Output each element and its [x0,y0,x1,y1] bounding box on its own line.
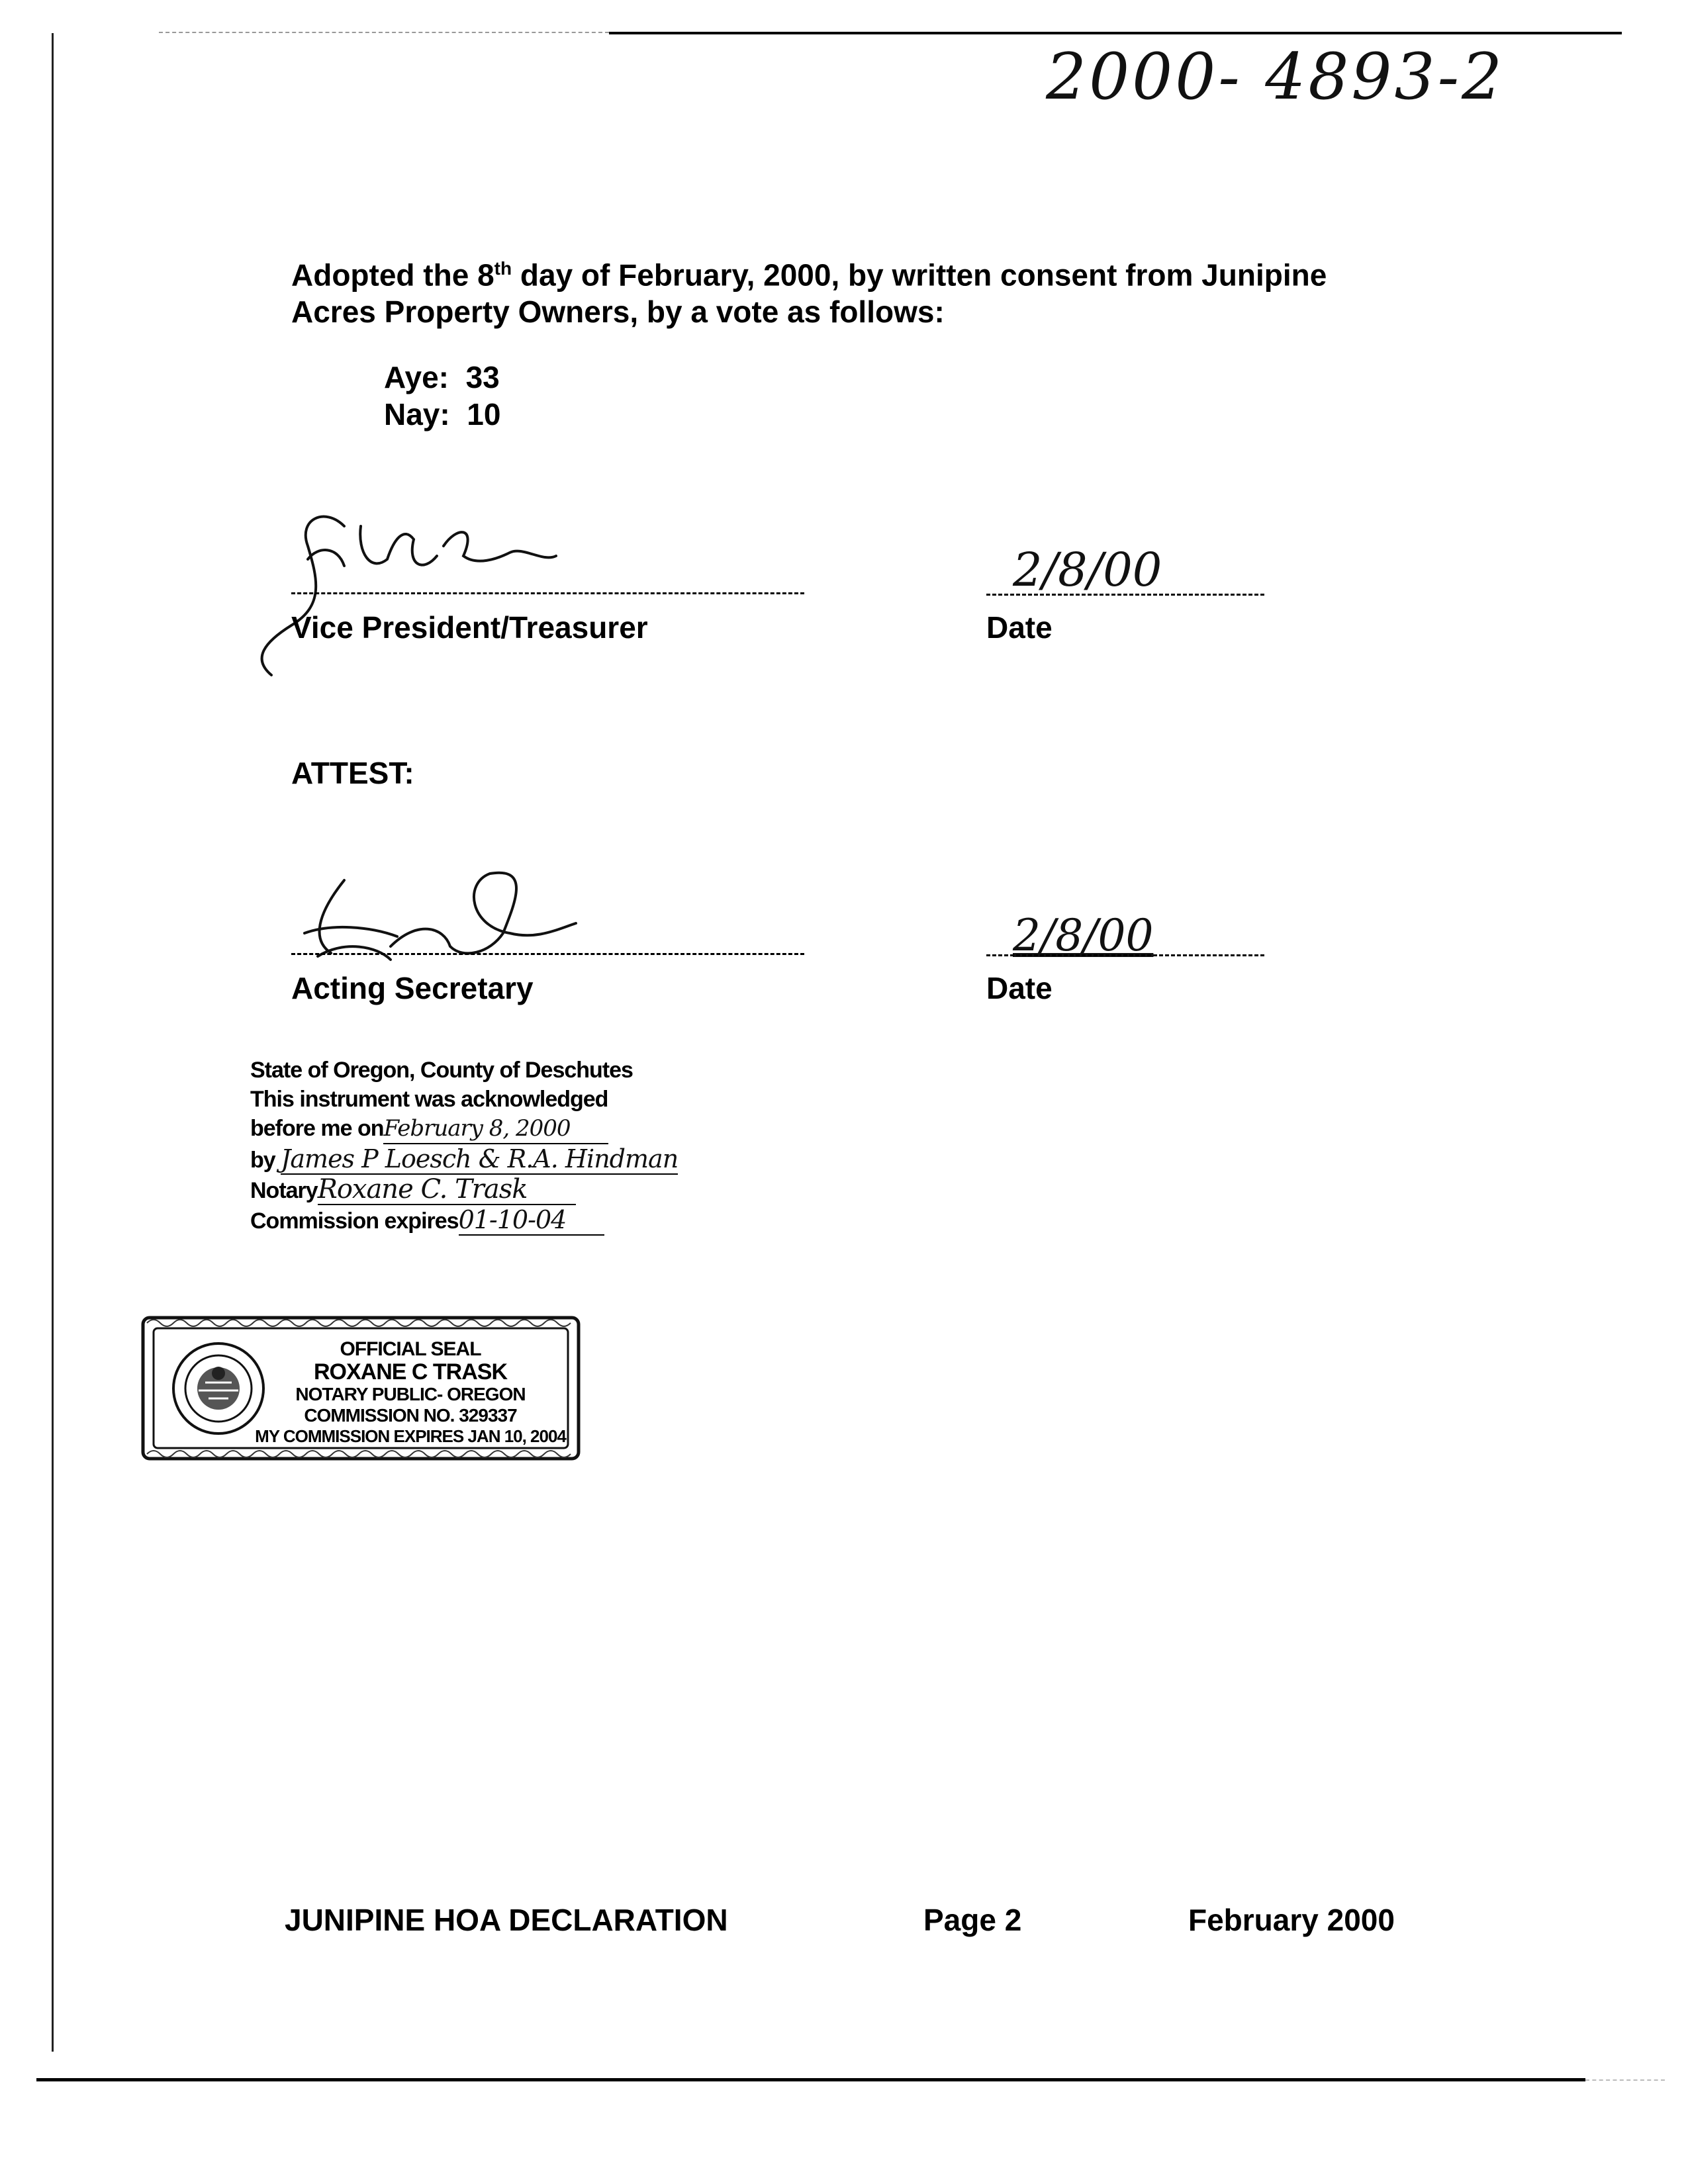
notary-date-value: February 8, 2000 [383,1114,608,1144]
seal-text [252,1339,569,1446]
footer-title: JUNIPINE HOA DECLARATION [285,1903,728,1937]
vp-date-handwritten: 2/8/00 [1013,543,1162,597]
vp-date-label: Date [986,610,1053,645]
official-seal [139,1314,583,1463]
top-rule [609,32,1622,34]
adoption-line-1: Adopted the 8th day of February, 2000, by written consent from Junipine [291,257,1327,293]
bottom-rule-tail [1585,2079,1665,2081]
footer-page-number: Page 2 [923,1903,1022,1937]
secretary-date-label: Date [986,971,1053,1005]
notary-expires-value: 01-10-04 [459,1205,604,1236]
aye-row: Aye: 33 [384,360,500,394]
document-number: 2000- 4893-2 [1046,40,1505,114]
secretary-date-handwritten: 2/8/00 [1013,910,1154,961]
nay-count: 10 [467,397,501,432]
secretary-date-line [986,954,1264,956]
notary-name-row: NotaryRoxane C. Trask [250,1175,846,1205]
vote-tally [384,359,500,433]
notary-expires-row: Commission expires01-10-04 [250,1205,846,1236]
seal-line-2: ROXANE C TRASK [313,1359,508,1385]
vp-signature-line [291,592,804,594]
nay-row: Nay: 10 [384,397,501,432]
adoption-statement [291,250,1417,330]
left-margin-line [52,33,54,2052]
notary-acknowledged: This instrument was acknowledged [250,1087,608,1112]
notary-acknowledgement [250,1056,846,1236]
notary-date-row: before me onFebruary 8, 2000 [250,1114,846,1144]
aye-count: 33 [465,360,500,394]
vp-date-line [986,594,1264,596]
footer-date: February 2000 [1188,1903,1395,1937]
notary-by-value: James P Loesch & R.A. Hindman [281,1144,679,1173]
notary-by-row: by James P Loesch & R.A. Hindman [250,1144,679,1173]
notary-state-county: State of Oregon, County of Deschutes [250,1058,633,1083]
adoption-line-2: Acres Property Owners, by a vote as follows: [291,295,945,330]
seal-line-3: NOTARY PUBLIC- OREGON [295,1384,526,1404]
bottom-rule [36,2078,1585,2081]
seal-line-1: OFFICIAL SEAL [340,1338,481,1360]
secretary-title: Acting Secretary [291,971,534,1005]
vp-title: Vice President/Treasurer [291,610,648,645]
seal-line-5: MY COMMISSION EXPIRES JAN 10, 2004 [255,1426,566,1446]
top-rule-dashed [159,32,609,33]
secretary-signature-line [291,953,804,955]
notary-name-value: Roxane C. Trask [318,1175,576,1205]
attest-heading: ATTEST: [291,756,414,790]
seal-line-4: COMMISSION NO. 329337 [304,1405,517,1426]
secretary-signature [291,860,596,973]
